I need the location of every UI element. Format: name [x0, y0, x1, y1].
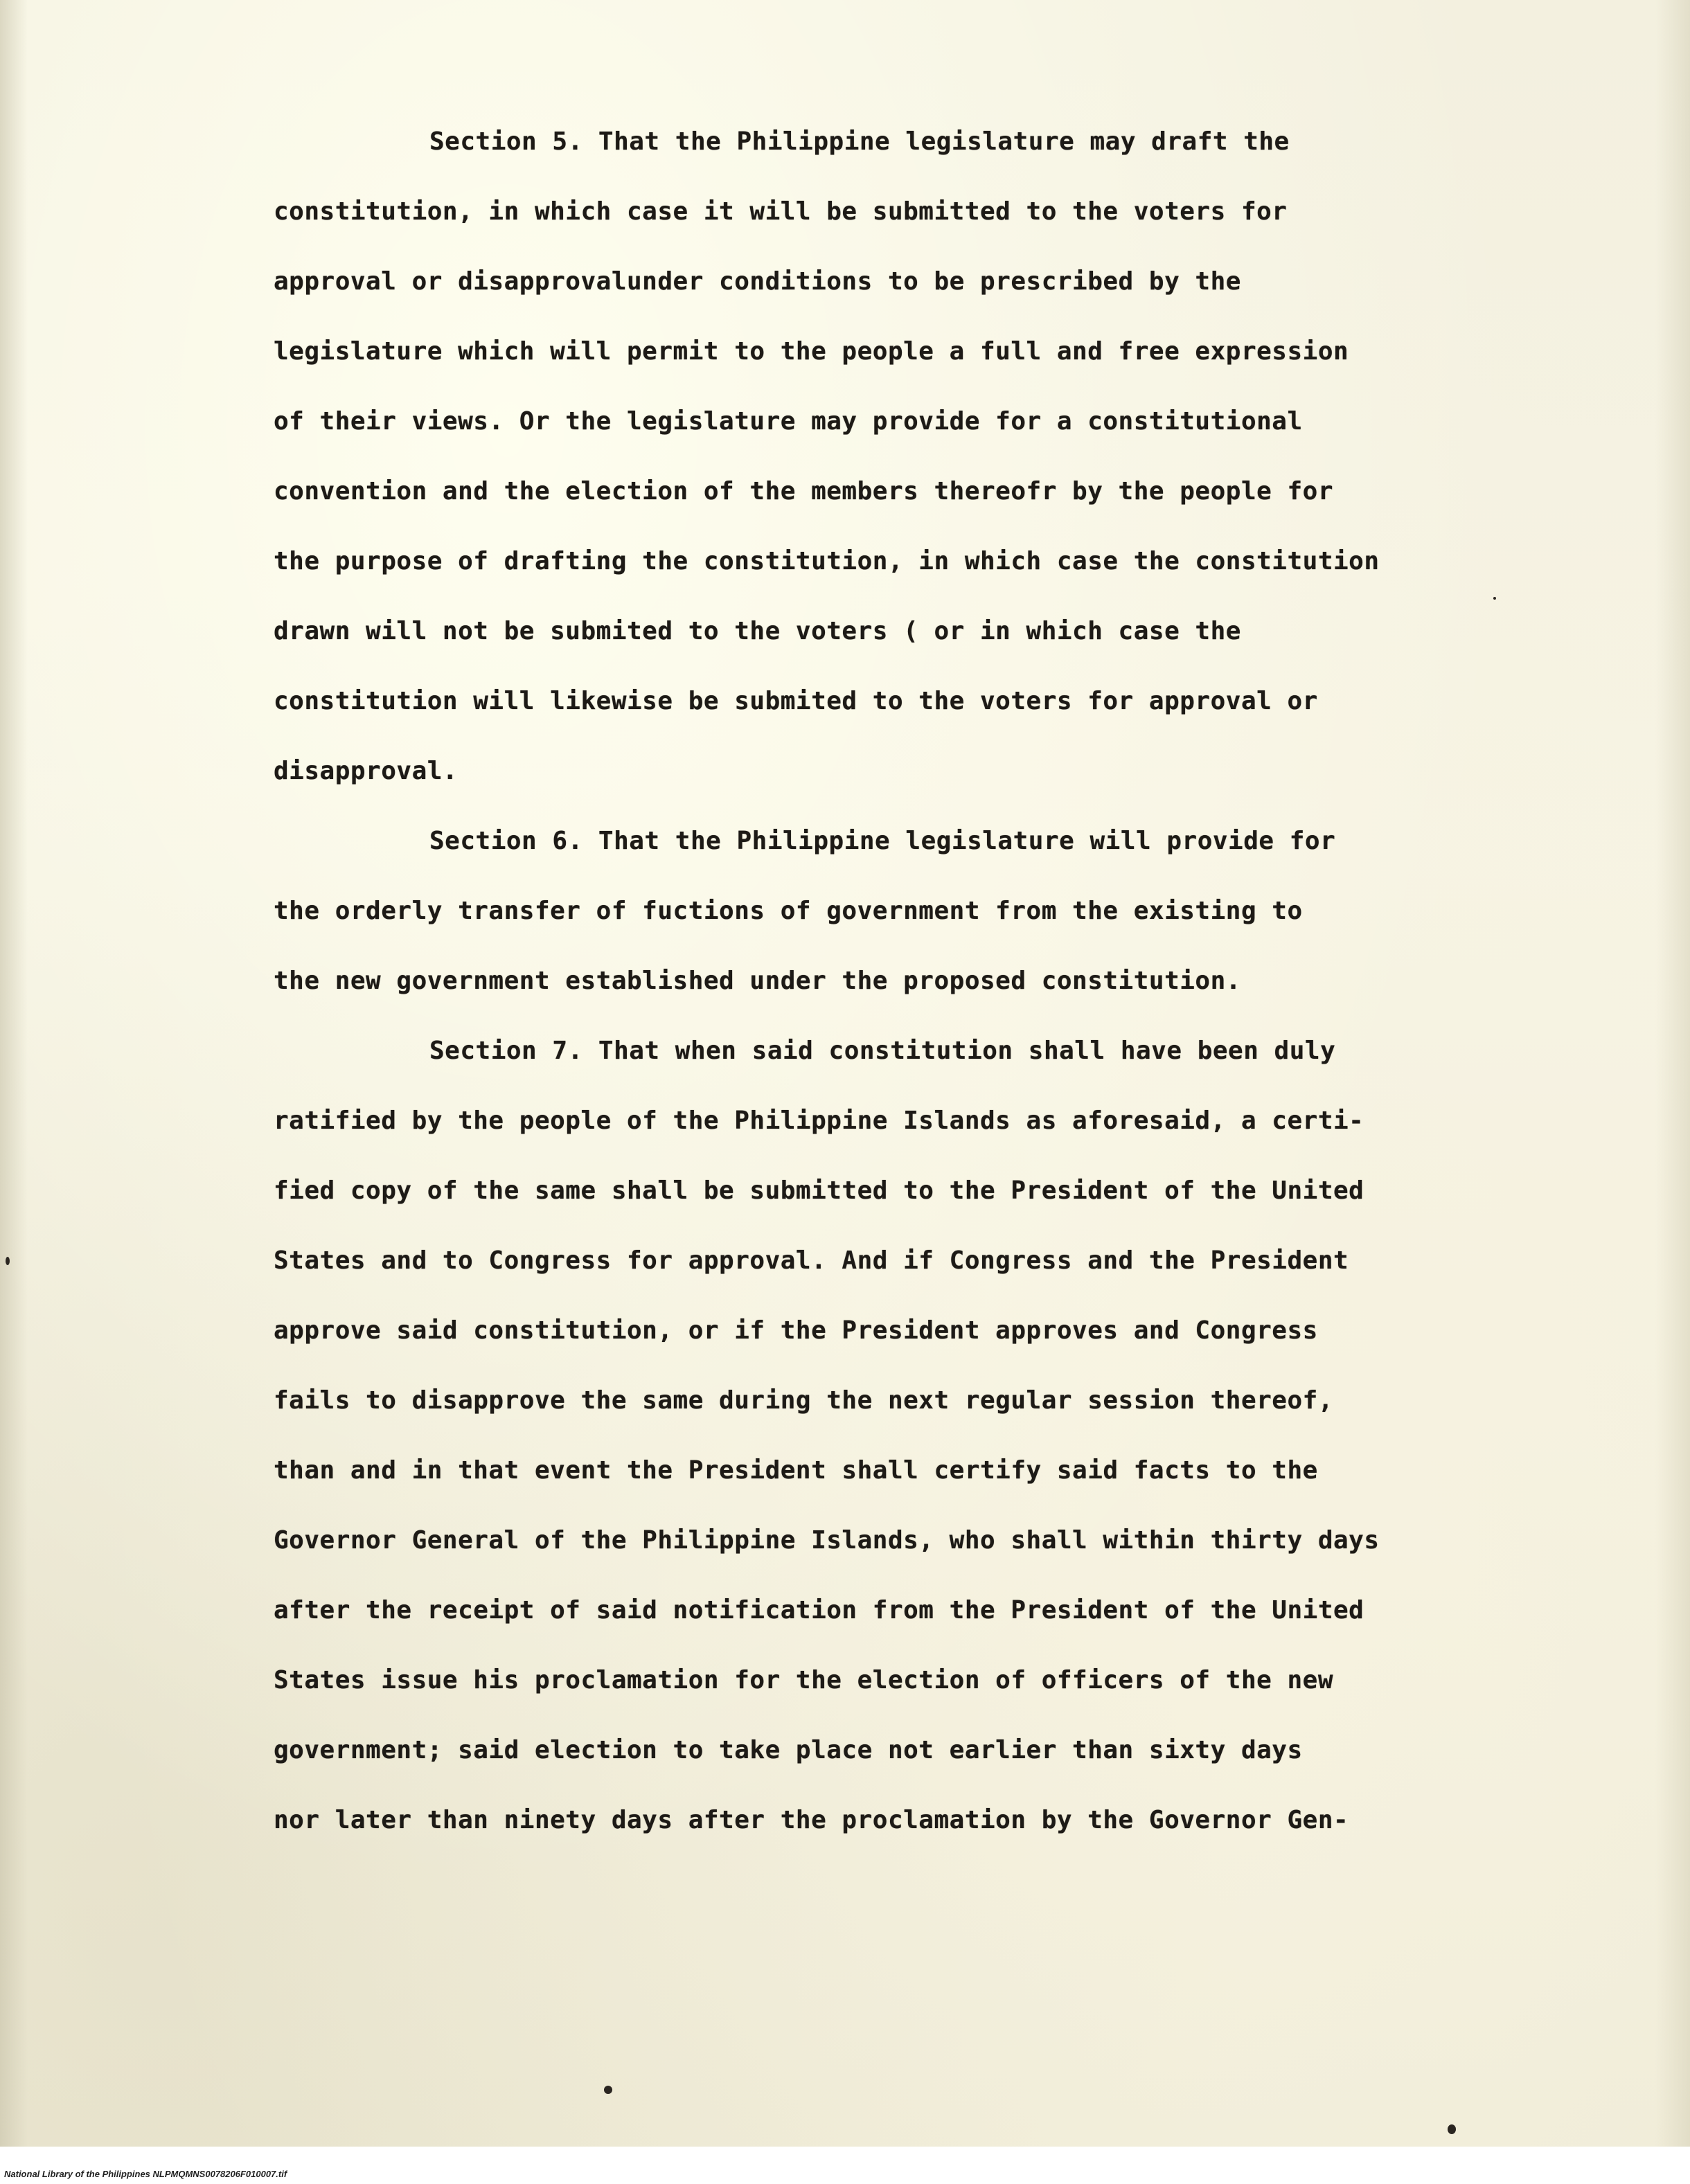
ink-speck	[1493, 597, 1496, 600]
section-7-line-3: fied copy of the same shall be submitted to the President of the United	[274, 1176, 1364, 1205]
section-5-line-7: the purpose of drafting the constitution, in which case the constitution	[274, 547, 1380, 575]
typewritten-text-block	[274, 121, 1576, 1870]
section-6-line-2: the orderly transfer of fuctions of government from the existing to	[274, 897, 1303, 925]
section-5-line-4: legislature which will permit to the people a full and free expression	[274, 337, 1349, 366]
ink-speck	[6, 1257, 10, 1265]
section-7-line-4: States and to Congress for approval. And if Congress and the President	[274, 1246, 1349, 1275]
section-7-line-2: ratified by the people of the Philippine Islands as aforesaid, a certi-	[274, 1107, 1364, 1135]
section-7-line-12: nor later than ninety days after the proclamation by the Governor Gen-	[274, 1806, 1349, 1834]
section-7-line-1: Section 7. That when said constitution shall have been duly	[429, 1037, 1336, 1065]
archive-footer-label: National Library of the Philippines NLPMQMNS0078206F010007.tif	[4, 2169, 287, 2179]
section-6-line-1: Section 6. That the Philippine legislature will provide for	[429, 827, 1336, 855]
section-5-line-5: of their views. Or the legislature may provide for a constitutional	[274, 407, 1303, 436]
section-7-line-7: than and in that event the President shall certify said facts to the	[274, 1456, 1318, 1485]
section-6-line-3: the new government established under the proposed constitution.	[274, 967, 1241, 995]
section-5-line-6: convention and the election of the members thereofr by the people for	[274, 477, 1333, 505]
section-5-line-10: disapproval.	[274, 757, 459, 785]
ink-speck	[604, 2086, 612, 2094]
section-7-line-10: States issue his proclamation for the election of officers of the new	[274, 1666, 1333, 1694]
section-7-line-11: government; said election to take place not earlier than sixty days	[274, 1736, 1303, 1764]
section-7-line-8: Governor General of the Philippine Islands, who shall within thirty days	[274, 1526, 1380, 1555]
ink-speck	[1448, 2124, 1456, 2134]
section-7-line-6: fails to disapprove the same during the next regular session thereof,	[274, 1386, 1333, 1415]
section-5-line-1: Section 5. That the Philippine legislature may draft the	[429, 127, 1290, 156]
section-5-line-9: constitution will likewise be submited to the voters for approval or	[274, 687, 1318, 715]
section-5-line-8: drawn will not be submited to the voters ( or in which case the	[274, 617, 1241, 645]
section-5-line-2: constitution, in which case it will be submitted to the voters for	[274, 197, 1288, 226]
section-5-line-3: approval or disapprovalunder conditions to be prescribed by the	[274, 267, 1241, 296]
section-7-line-5: approve said constitution, or if the President approves and Congress	[274, 1316, 1318, 1345]
archive-footer	[0, 2166, 1690, 2184]
section-7-line-9: after the receipt of said notification from the President of the United	[274, 1596, 1364, 1624]
